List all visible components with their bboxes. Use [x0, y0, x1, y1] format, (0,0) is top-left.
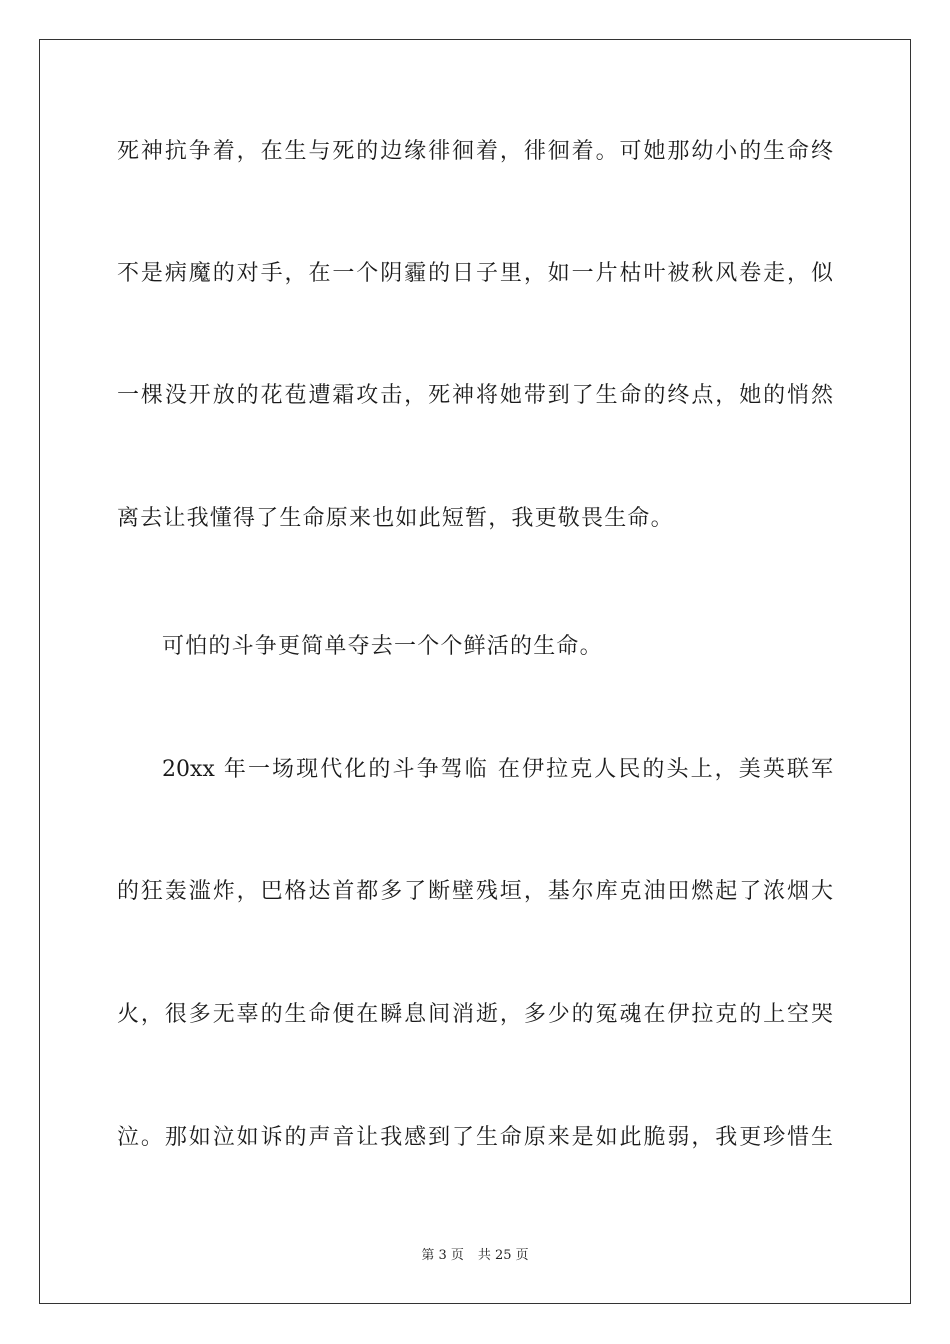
paragraph-line-3: 一棵没开放的花苞遭霜攻击，死神将她带到了生命的终点，她的悄然	[117, 383, 833, 408]
page-footer	[0, 1247, 950, 1265]
paragraph-line-8: 火，很多无辜的生命便在瞬息间消逝，多少的冤魂在伊拉克的上空哭	[117, 1002, 833, 1027]
paragraph-line-6: 20xx 年一场现代化的斗争驾临 在伊拉克人民的头上，美英联军	[162, 757, 833, 782]
paragraph-line-7: 的狂轰滥炸，巴格达首都多了断壁残垣，基尔库克油田燃起了浓烟大	[117, 879, 833, 904]
paragraph-line-9: 泣。那如泣如诉的声音让我感到了生命原来是如此脆弱，我更珍惜生	[117, 1125, 833, 1150]
page-number: 第 3 页	[421, 1248, 464, 1263]
paragraph-line-4: 离去让我懂得了生命原来也如此短暂，我更敬畏生命。	[117, 506, 674, 531]
page-border	[39, 39, 911, 1304]
paragraph-line-5: 可怕的斗争更简单夺去一个个鲜活的生命。	[162, 634, 603, 659]
paragraph-line-2: 不是病魔的对手，在一个阴霾的日子里，如一片枯叶被秋风卷走，似	[117, 261, 833, 286]
page-total: 共 25 页	[477, 1248, 529, 1263]
paragraph-line-1: 死神抗争着，在生与死的边缘徘徊着，徘徊着。可她那幼小的生命终	[117, 139, 833, 164]
